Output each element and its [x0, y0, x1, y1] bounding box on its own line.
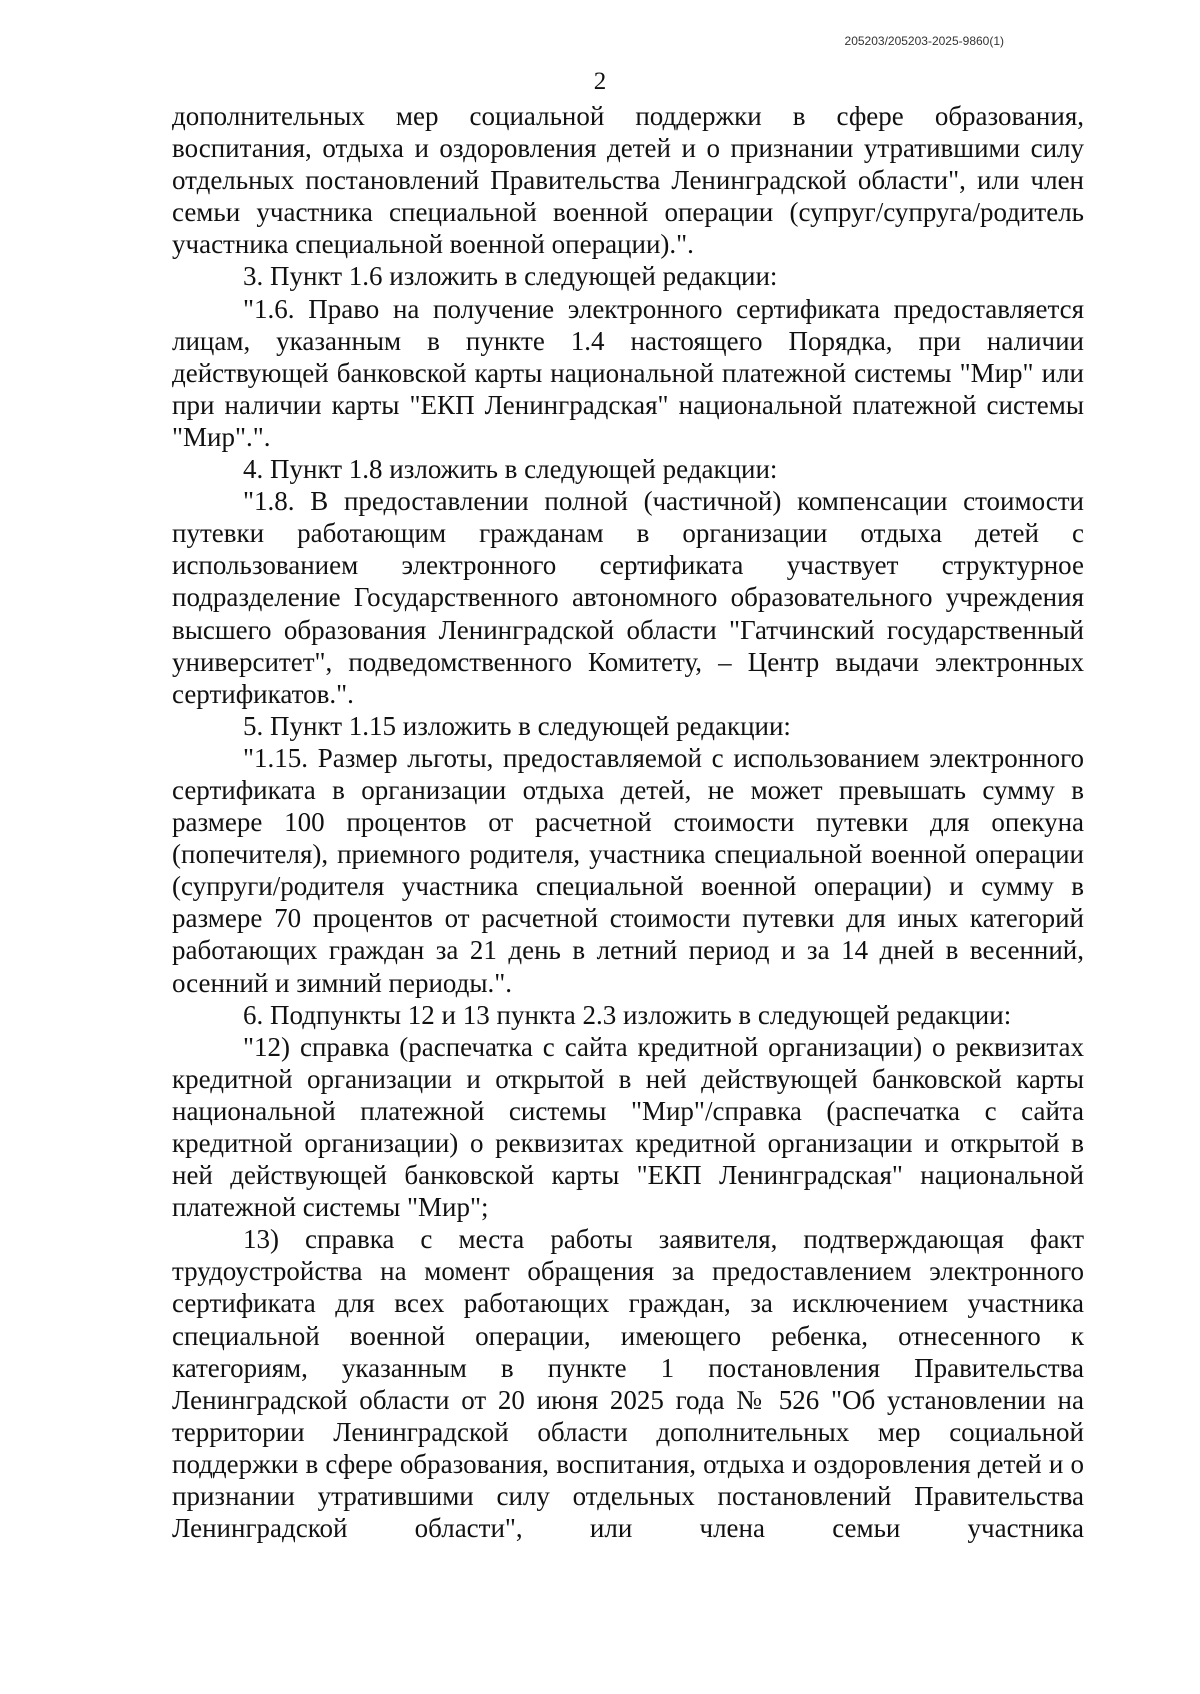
- paragraph-item-3: 3. Пункт 1.6 изложить в следующей редакции:: [243, 261, 778, 292]
- document-id: 205203/205203-2025-9860(1): [844, 34, 1004, 48]
- page-number: 2: [593, 68, 607, 95]
- paragraph-continuation: дополнительных мер социальной поддержки в сфере образования, воспитания, отдыха и оздоровления детей и о признании утратившими силу отдельных постановлений Правительства Ленинградской области", или член семьи участника специальной военной операции (супруг/супруга/родитель участника специальной военной операции).".: [172, 101, 1084, 260]
- document-body: [172, 100, 1084, 1544]
- paragraph-clause-1-6: "1.6. Право на получение электронного сертификата предоставляется лицам, указанным в пункте 1.4 настоящего Порядка, при наличии действующей банковской карты национальной платежной системы "Мир" или при наличии карты "ЕКП Ленинградская" национальной платежной системы "Мир".".: [172, 293, 1084, 452]
- paragraph-clause-1-8: "1.8. В предоставлении полной (частичной) компенсации стоимости путевки работающим гражданам в организации отдыха детей с использованием электронного сертификата участвует структурное подразделение Государственного автономного образовательного учреждения высшего образования Ленинградской области "Гатчинский государственный университет", подведомственного Комитету, – Центр выдачи электронных сертификатов.".: [172, 486, 1084, 709]
- paragraph-item-6: 6. Подпункты 12 и 13 пункта 2.3 изложить в следующей редакции:: [243, 999, 1012, 1030]
- paragraph-subclause-13: 13) справка с места работы заявителя, подтверждающая факт трудоустройства на момент обращения за предоставлением электронного сертификата для всех работающих граждан, за исключением участника специальной военной операции, имеющего ребенка, отнесенного к категориям, указанным в пункте 1 постановления Правительства Ленинградской области от 20 июня 2025 года № 526 "Об установлении на территории Ленинградской области дополнительных мер социальной поддержки в сфере образования, воспитания, отдыха и оздоровления детей и о признании утратившими силу отдельных постановлений Правительства Ленинградской области", или члена семьи участника: [172, 1224, 1084, 1544]
- paragraph-item-4: 4. Пункт 1.8 изложить в следующей редакции:: [243, 454, 778, 485]
- paragraph-subclause-12: "12) справка (распечатка с сайта кредитной организации) о реквизитах кредитной организации и открытой в ней действующей банковской карты национальной платежной системы "Мир"/справка (распечатка с сайта кредитной организации) о реквизитах кредитной организации и открытой в ней действующей банковской карты "ЕКП Ленинградская" национальной платежной системы "Мир";: [172, 1031, 1084, 1223]
- paragraph-item-5: 5. Пункт 1.15 изложить в следующей редакции:: [243, 710, 791, 741]
- paragraph-clause-1-15: "1.15. Размер льготы, предоставляемой с использованием электронного сертификата в организации отдыха детей, не может превышать сумму в размере 100 процентов от расчетной стоимости путевки для опекуна (попечителя), приемного родителя, участника специальной военной операции (супруги/родителя участника специальной военной операции) и сумму в размере 70 процентов от расчетной стоимости путевки для иных категорий работающих граждан за 21 день в летний период и за 14 дней в весенний, осенний и зимний периоды.".: [172, 742, 1084, 998]
